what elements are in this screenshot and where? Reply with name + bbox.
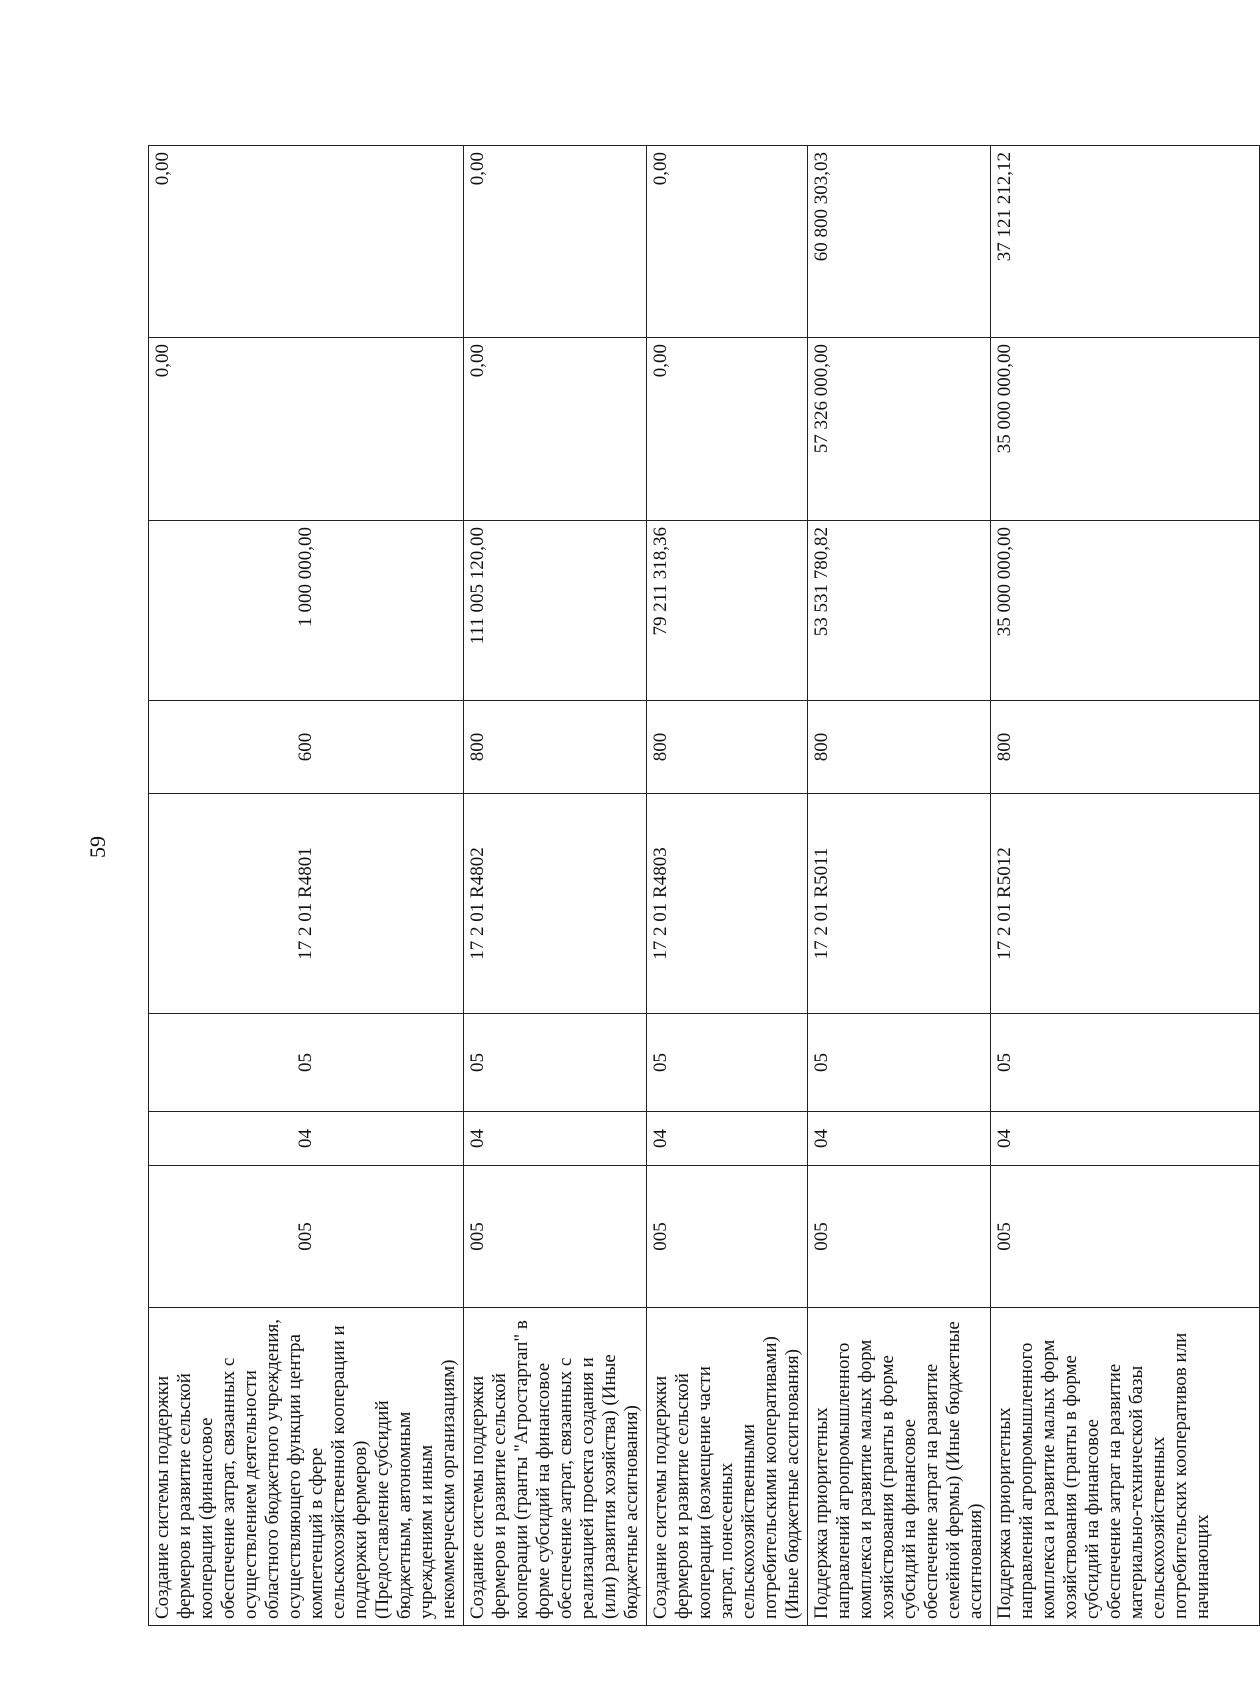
amount-year-1: 35 000 000,00 (991, 521, 1260, 701)
row-description: Создание системы поддержки фермеров и развитие сельской кооперации (финансовое обеспечение затрат, связанных с осуществлением деятельности областного бюджетного учреждения, осуществляющего функции центра компетенций в сфере сельскохозяйственной кооперации и поддержки фермеров) (Предоставление субсидий бюджетным, автономным учреждениям и иным некоммерческим организациям) (149, 1308, 464, 1626)
target-article-code: 17 2 01 R5011 (808, 794, 991, 1014)
expense-type-code: 800 (808, 701, 991, 794)
expense-type-code: 600 (149, 701, 464, 794)
amount-year-1: 53 531 780,82 (808, 521, 991, 701)
row-description: Поддержка приоритетных направлений агропромышленного комплекса и развитие малых форм хозяйствования (гранты в форме субсидий на финансовое обеспечение затрат на развитие материально-технической базы сельскохозяйственных потребительских кооперативов или начинающих (991, 1308, 1260, 1626)
table-row (149, 146, 464, 1626)
row-description: Поддержка приоритетных направлений агропромышленного комплекса и развитие малых форм хозяйствования (гранты в форме субсидий на финансовое обеспечение затрат на развитие семейной фермы) (Иные бюджетные ассигнования) (808, 1308, 991, 1626)
amount-year-1: 111 005 120,00 (464, 521, 647, 701)
amount-year-3: 0,00 (149, 146, 464, 338)
page-number: 59 (85, 836, 110, 858)
ministry-code: 005 (991, 1166, 1260, 1308)
subsection-code: 05 (647, 1014, 808, 1112)
ministry-code: 005 (149, 1166, 464, 1308)
target-article-code: 17 2 01 R5012 (991, 794, 1260, 1014)
table-row (464, 146, 647, 1626)
section-code: 04 (464, 1112, 647, 1166)
amount-year-2: 0,00 (149, 338, 464, 521)
amount-year-3: 0,00 (464, 146, 647, 338)
subsection-code: 05 (149, 1014, 464, 1112)
amount-year-1: 79 211 318,36 (647, 521, 808, 701)
budget-allocation-table (148, 145, 1260, 1626)
ministry-code: 005 (464, 1166, 647, 1308)
ministry-code: 005 (808, 1166, 991, 1308)
subsection-code: 05 (991, 1014, 1260, 1112)
table-row (647, 146, 808, 1626)
expense-type-code: 800 (991, 701, 1260, 794)
row-description: Создание системы поддержки фермеров и развитие сельской кооперации (гранты "Агростартап" в форме субсидий на финансовое обеспечение затрат, связанных с реализацией проекта создания и (или) развития хозяйства) (Иные бюджетные ассигнования) (464, 1308, 647, 1626)
amount-year-3: 0,00 (647, 146, 808, 338)
table-row (991, 146, 1260, 1626)
expense-type-code: 800 (464, 701, 647, 794)
subsection-code: 05 (808, 1014, 991, 1112)
ministry-code: 005 (647, 1166, 808, 1308)
target-article-code: 17 2 01 R4803 (647, 794, 808, 1014)
table-row (808, 146, 991, 1626)
expense-type-code: 800 (647, 701, 808, 794)
section-code: 04 (991, 1112, 1260, 1166)
row-description: Создание системы поддержки фермеров и развитие сельской кооперации (возмещение части затрат, понесенных сельскохозяйственными потребительскими кооперативами) (Иные бюджетные ассигнования) (647, 1308, 808, 1626)
amount-year-2: 0,00 (464, 338, 647, 521)
section-code: 04 (647, 1112, 808, 1166)
amount-year-2: 57 326 000,00 (808, 338, 991, 521)
target-article-code: 17 2 01 R4802 (464, 794, 647, 1014)
section-code: 04 (149, 1112, 464, 1166)
section-code: 04 (808, 1112, 991, 1166)
amount-year-3: 37 121 212,12 (991, 146, 1260, 338)
subsection-code: 05 (464, 1014, 647, 1112)
amount-year-2: 0,00 (647, 338, 808, 521)
amount-year-3: 60 800 303,03 (808, 146, 991, 338)
amount-year-1: 1 000 000,00 (149, 521, 464, 701)
rotated-page-content (148, 146, 1213, 1626)
target-article-code: 17 2 01 R4801 (149, 794, 464, 1014)
amount-year-2: 35 000 000,00 (991, 338, 1260, 521)
